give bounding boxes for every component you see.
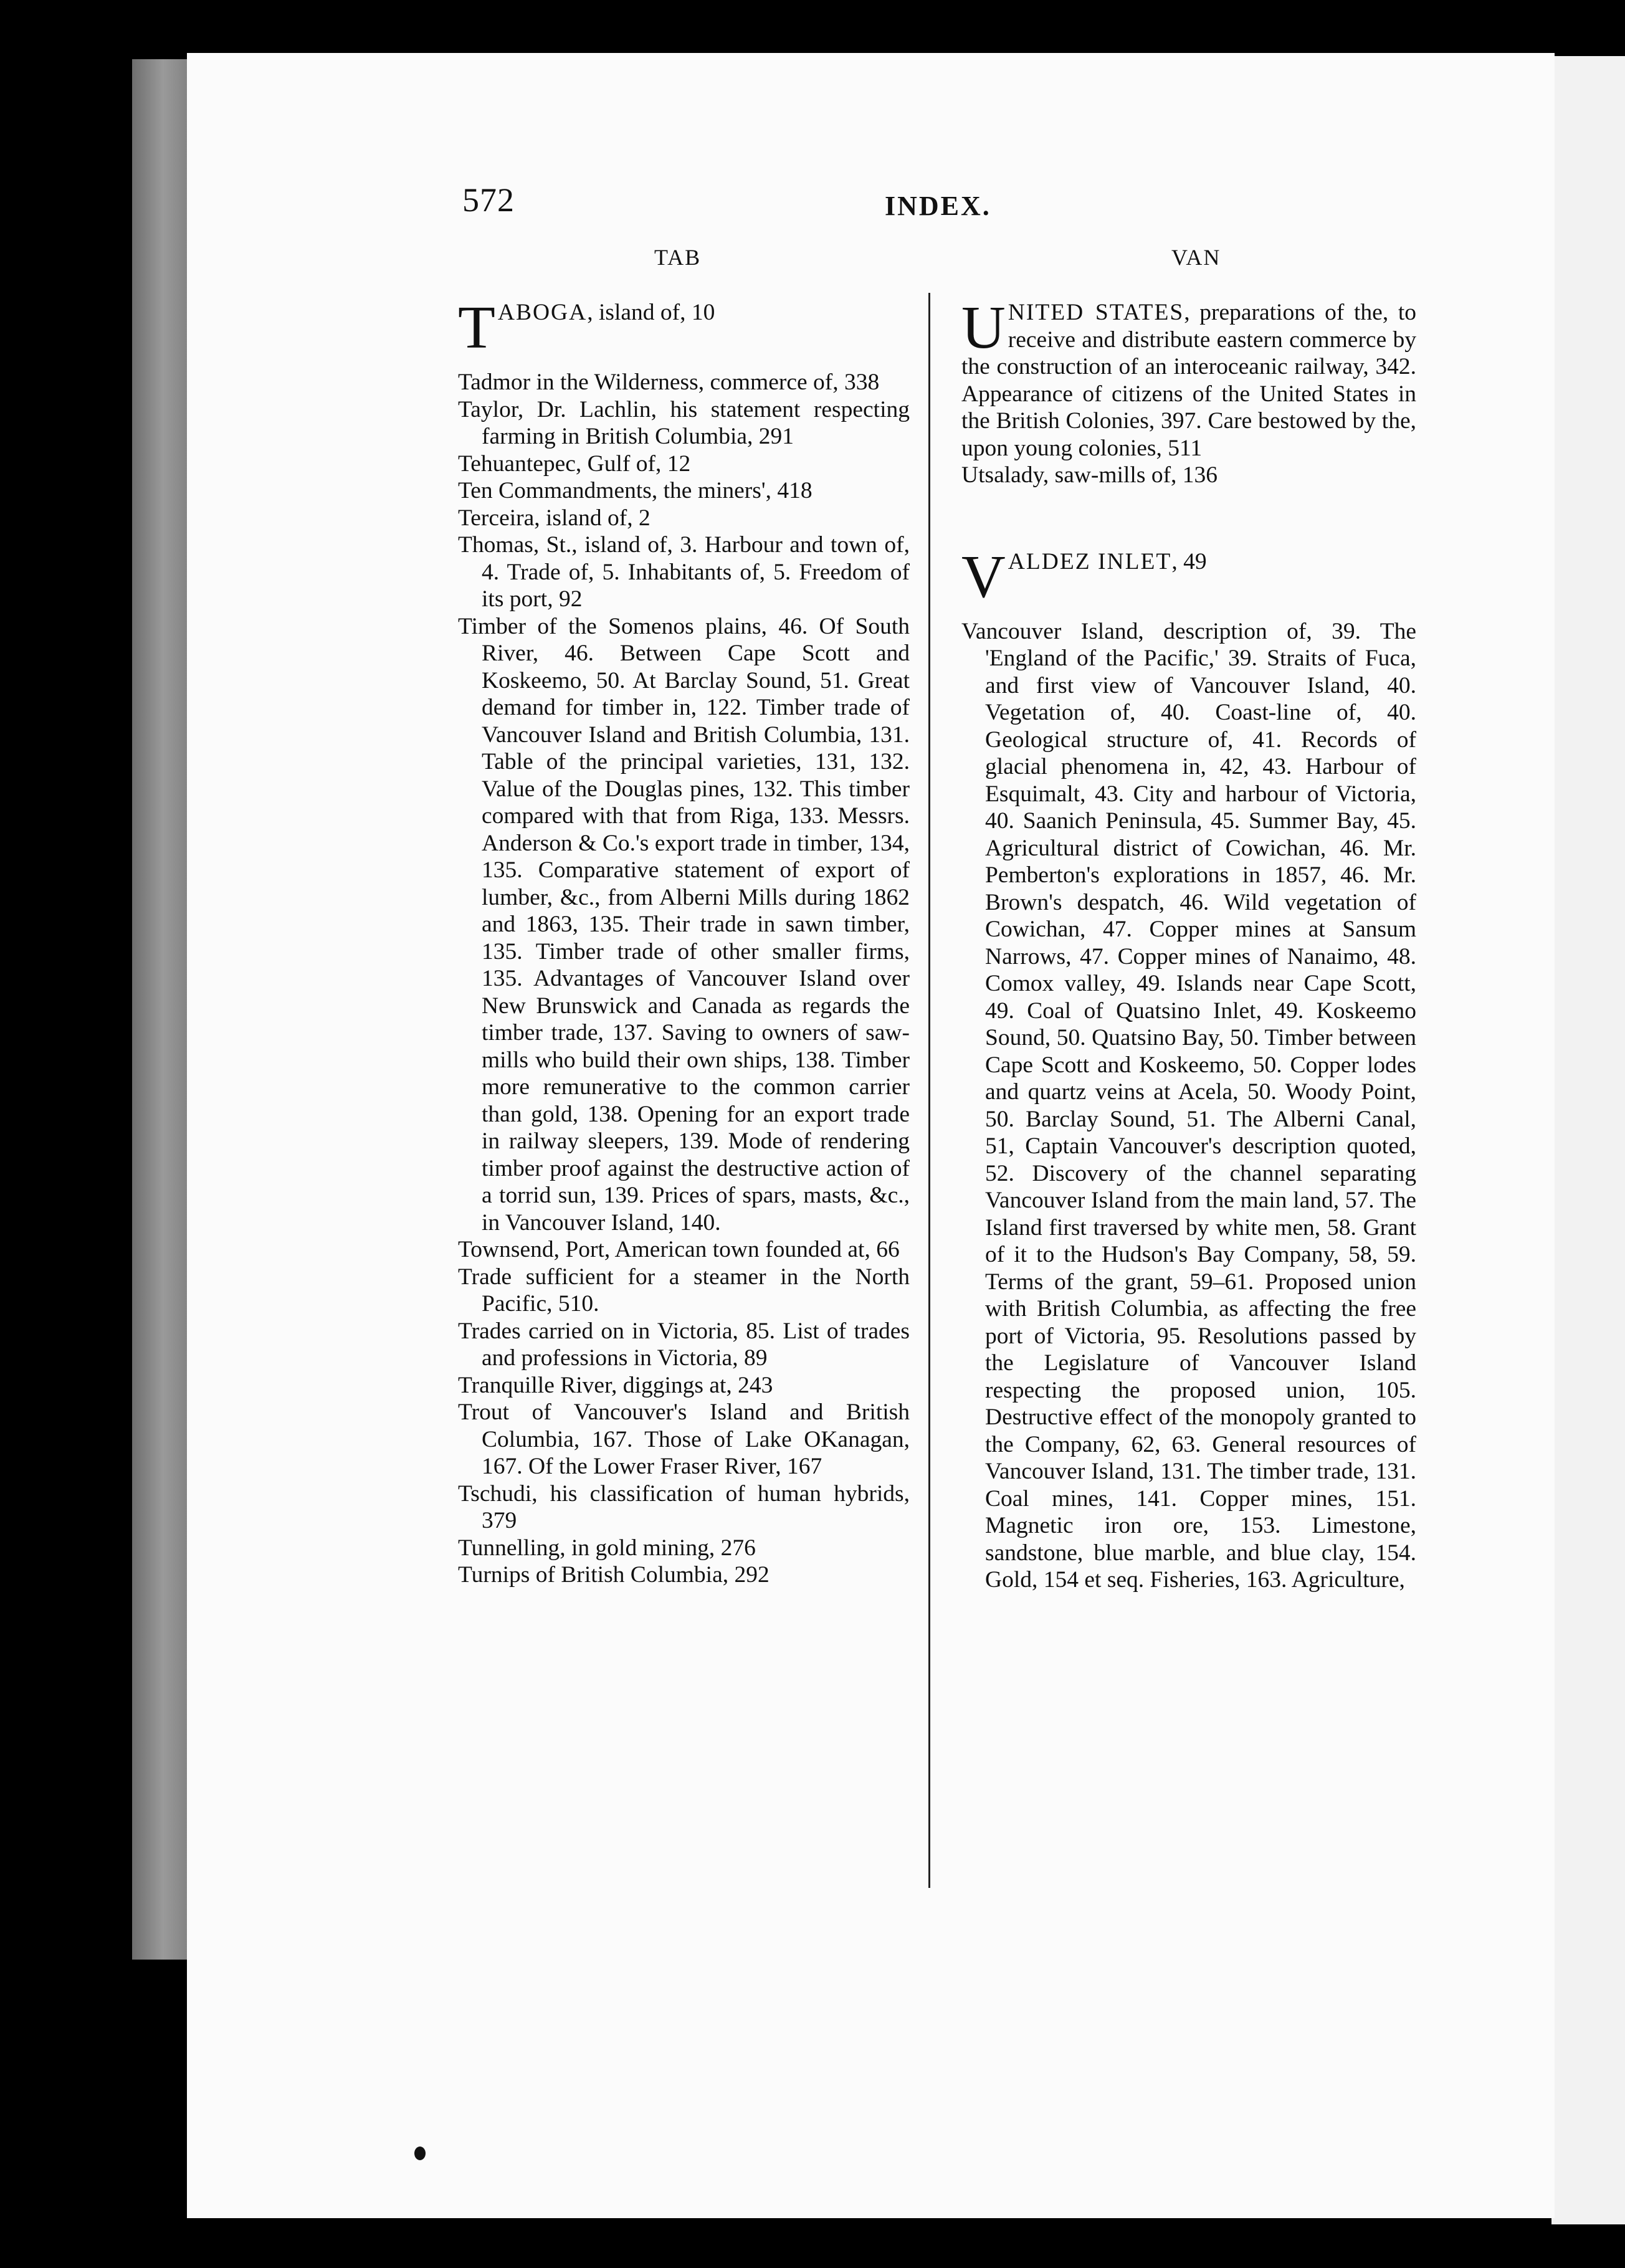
drop-cap: T: [458, 294, 495, 361]
head-word: ALDEZ INLET: [1008, 548, 1172, 574]
facing-page-edge: [1551, 56, 1625, 2224]
index-entry: Utsalady, saw-mills of, 136: [961, 462, 1218, 488]
index-column-left: [458, 294, 910, 1589]
index-section-head-v: [961, 543, 1416, 611]
index-entry: Tunnelling, in gold mining, 276: [458, 1535, 756, 1561]
index-section-head-t: [458, 294, 910, 361]
head-rest: , island of, 10: [587, 300, 715, 325]
head-rest: , preparations of the, to receive and distribute eastern commerce by the construction of an interoceanic railway, 342. Appearance of citizens of the United States in the British Colonies, 397. Care bestowed by the, upon young colonies, 511: [961, 300, 1416, 461]
index-column-right: [961, 294, 1416, 1594]
index-section-head-u: [961, 294, 1416, 462]
index-entry: Trades carried on in Victoria, 85. List of trades and professions in Victoria, 89: [458, 1318, 910, 1371]
head-word: ABOGA: [497, 300, 588, 325]
head-rest: , 49: [1171, 548, 1207, 574]
page-number: 572: [462, 181, 515, 219]
index-entry: Trade sufficient for a steamer in the North Pacific, 510.: [458, 1264, 910, 1317]
index-entry: Ten Commandments, the miners', 418: [458, 478, 812, 503]
ink-speck: [414, 2146, 426, 2160]
index-entry: Vancouver Island, description of, 39. The 'England of the Pacific,' 39. Straits of Fuca, and first view of Vancouver Island, 40. Vegetation of, 40. Coast-line of, 40. Geological structure of, 41. Records of glacial phenomena in, 42, 43. Harbour of Esquimalt, 43. City and harbour of Victoria, 40. Saanich Peninsula, 45. Summer Bay, 45. Agricultural district of Cowichan, 46. Mr. Pemberton's explorations in 1857, 46. Mr. Brown's despatch, 46. Wild vegetation of Cowichan, 47. Copper mines at Sansum Narrows, 47. Copper mines of Nanaimo, 48. Comox valley, 49. Islands near Cape Scott, 49. Coal of Quatsino Inlet, 49. Koskeemo Sound, 50. Quatsino Bay, 50. Timber between Cape Scott and Koskeemo, 50. Copper lodes and quartz veins at Acela, 50. Woody Point, 50. Barclay Sound, 51. The Alberni Canal, 51, Captain Vancouver's description quoted, 52. Discovery of the channel separating Vancouver Island from the main land, 57. The Island first traversed by white men, 58. Grant of it to the Hudson's Bay Company, 58, 59. Terms of the grant, 59–61. Proposed union with British Columbia, as affecting the free port of Victoria, 95. Resolutions passed by the Legislature of Vancouver Island respecting the proposed union, 105. Destructive effect of the monopoly granted to the Company, 62, 63. General resources of Vancouver Island, 131. The timber trade, 131. Coal mines, 141. Copper mines, 151. Magnetic iron ore, 153. Limestone, sandstone, blue marble, and blue clay, 154. Gold, 154 et seq. Fisheries, 163. Agriculture,: [961, 618, 1416, 1593]
drop-cap: V: [961, 543, 1006, 611]
index-entry: Terceira, island of, 2: [458, 505, 650, 531]
index-entry: Tehuantepec, Gulf of, 12: [458, 450, 691, 477]
index-entry: Taylor, Dr. Lachlin, his statement respecting farming in British Columbia, 291: [458, 396, 910, 449]
catchword-right: VAN: [1171, 245, 1221, 270]
running-title: INDEX.: [885, 191, 991, 221]
index-entry: Timber of the Somenos plains, 46. Of South River, 46. Between Cape Scott and Koskeemo, 50. At Barclay Sound, 51. Great demand for timber in, 122. Timber trade of Vancouver Island and British Columbia, 131. Table of the principal varieties, 131, 132. Value of the Douglas pines, 132. This timber compared with that from Riga, 133. Messrs. Anderson & Co.'s export trade in timber, 134, 135. Comparative statement of export of lumber, &c., from Alberni Mills during 1862 and 1863, 135. Their trade in sawn timber, 135. Timber trade of other smaller firms, 135. Advantages of Vancouver Island over New Brunswick and Canada as regards the timber trade, 137. Saving to owners of saw-mills who build their own ships, 138. Timber more remunerative to the common carrier than gold, 138. Opening for an export trade in railway sleepers, 139. Mode of rendering timber proof against the destructive action of a torrid sun, 139. Prices of spars, masts, &c., in Vancouver Island, 140.: [458, 613, 910, 1236]
index-entry: Turnips of British Columbia, 292: [458, 1562, 770, 1588]
index-entry: Tadmor in the Wilderness, commerce of, 338: [458, 369, 880, 395]
column-divider: [928, 293, 930, 1888]
index-entry: Thomas, St., island of, 3. Harbour and town of, 4. Trade of, 5. Inhabitants of, 5. Freedom of its port, 92: [458, 532, 910, 612]
index-entry: Townsend, Port, American town founded at, 66: [458, 1237, 900, 1262]
index-entry: Tranquille River, diggings at, 243: [458, 1372, 773, 1398]
drop-cap: U: [961, 294, 1006, 361]
index-entry: Trout of Vancouver's Island and British Columbia, 167. Those of Lake OKanagan, 167. Of the Lower Fraser River, 167: [458, 1399, 910, 1479]
head-word: NITED STATES: [1008, 300, 1184, 325]
index-entry: Tschudi, his classification of human hybrids, 379: [458, 1480, 910, 1533]
catchword-left: TAB: [654, 245, 702, 270]
